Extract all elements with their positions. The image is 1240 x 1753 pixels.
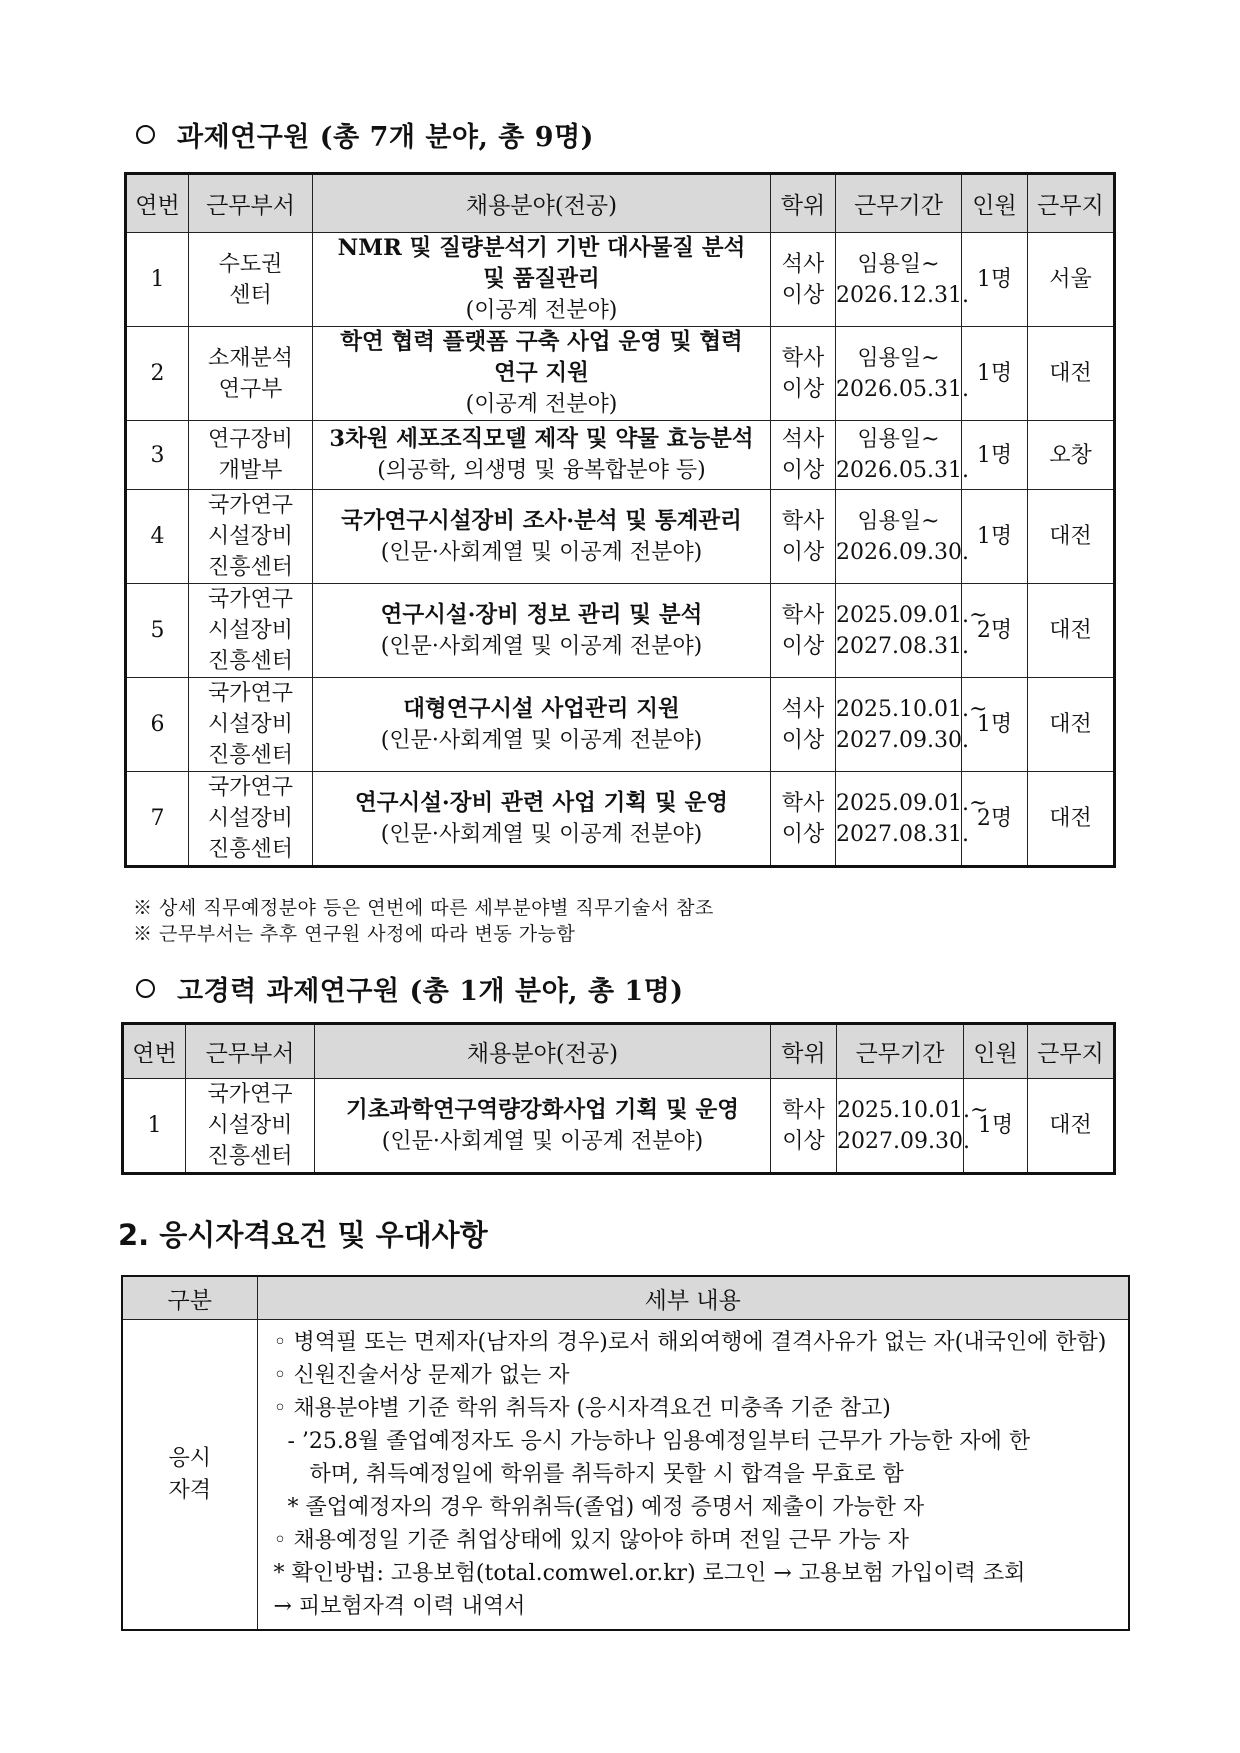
header-period: 근무기간 xyxy=(836,174,962,233)
cell-field xyxy=(313,584,771,678)
cell-degree: 학사 이상 xyxy=(771,1079,837,1174)
cell-count: 1명 xyxy=(962,678,1028,772)
table-header-row xyxy=(123,1024,1115,1079)
cell-location: 대전 xyxy=(1028,772,1115,867)
cell-count: 1명 xyxy=(962,233,1028,327)
research-staff-table xyxy=(124,172,1116,868)
cell-count: 2명 xyxy=(962,584,1028,678)
field-title: 국가연구시설장비 조사·분석 및 통계관리 xyxy=(341,507,742,534)
cell-period: 임용일~ 2026.05.31. xyxy=(836,421,962,490)
cell-location: 오창 xyxy=(1028,421,1115,490)
cell-location: 대전 xyxy=(1028,584,1115,678)
table-row xyxy=(126,678,1115,772)
cell-location: 대전 xyxy=(1028,1079,1115,1174)
cell-no: 1 xyxy=(123,1079,186,1174)
cell-field xyxy=(313,678,771,772)
cell-count: 1명 xyxy=(962,421,1028,490)
header-dept: 근무부서 xyxy=(189,174,313,233)
cell-dept: 국가연구 시설장비 진흥센터 xyxy=(189,678,313,772)
header-dept: 근무부서 xyxy=(186,1024,315,1079)
header-period: 근무기간 xyxy=(837,1024,964,1079)
cell-period: 임용일~ 2026.09.30. xyxy=(836,490,962,584)
cell-no: 7 xyxy=(126,772,189,867)
field-title: NMR 및 질량분석기 기반 대사물질 분석 및 품질관리 xyxy=(337,235,746,292)
header-count: 인원 xyxy=(964,1024,1028,1079)
requirement-line: 하며, 취득예정일에 학위를 취득하지 못할 시 합격을 무효로 함 xyxy=(309,1462,904,1487)
table-row xyxy=(126,233,1115,327)
requirement-line: * 졸업예정자의 경우 학위취득(졸업) 예정 증명서 제출이 가능한 자 xyxy=(287,1495,925,1520)
cell-field xyxy=(315,1079,771,1174)
field-subtitle: (인문·사회계열 및 이공계 전분야) xyxy=(380,633,703,659)
table-row xyxy=(126,490,1115,584)
cell-no: 4 xyxy=(126,490,189,584)
cell-count: 1명 xyxy=(962,327,1028,421)
table-header-row xyxy=(122,1276,1129,1320)
field-title: 학연 협력 플랫폼 구축 사업 운영 및 협력 연구 지원 xyxy=(340,329,743,386)
cell-location: 대전 xyxy=(1028,678,1115,772)
cell-no: 1 xyxy=(126,233,189,327)
cell-degree: 석사 이상 xyxy=(771,678,836,772)
header-details: 세부 내용 xyxy=(257,1276,1129,1320)
field-subtitle: (이공계 전분야) xyxy=(465,298,618,323)
field-subtitle: (의공학, 의생명 및 융복합분야 등) xyxy=(377,458,706,483)
cell-dept: 국가연구 시설장비 진흥센터 xyxy=(189,490,313,584)
header-field: 채용분야(전공) xyxy=(313,174,771,233)
cell-location: 서울 xyxy=(1028,233,1115,327)
requirement-line: - ’25.8월 졸업예정자도 응시 가능하나 임용예정일부터 근무가 가능한 자에 한 xyxy=(287,1429,1031,1454)
header-location: 근무지 xyxy=(1028,174,1115,233)
cell-period: 임용일~ 2026.12.31. xyxy=(836,233,962,327)
note-job-description: ※ 상세 직무예정분야 등은 연번에 따른 세부분야별 직무기술서 참조 xyxy=(133,897,714,919)
cell-no: 2 xyxy=(126,327,189,421)
field-subtitle: (인문·사회계열 및 이공계 전분야) xyxy=(381,1128,704,1154)
cell-count: 2명 xyxy=(962,772,1028,867)
requirements-table xyxy=(121,1275,1130,1631)
requirement-line: ◦ 병역필 또는 면제자(남자의 경우)로서 해외여행에 결격사유가 없는 자(내국인에 한함) xyxy=(273,1330,1107,1355)
section-heading-research-staff xyxy=(136,115,594,154)
requirement-line: ◦ 채용분야별 기준 학위 취득자 (응시자격요건 미충족 기준 참고) xyxy=(273,1396,891,1421)
cell-degree: 석사 이상 xyxy=(771,421,836,490)
cell-dept: 국가연구 시설장비 진흥센터 xyxy=(189,584,313,678)
header-field: 채용분야(전공) xyxy=(315,1024,771,1079)
section-heading-senior-staff xyxy=(136,969,684,1008)
cell-degree: 석사 이상 xyxy=(771,233,836,327)
senior-staff-table xyxy=(121,1022,1116,1175)
section-heading-requirements: 2. 응시자격요건 및 우대사항 xyxy=(118,1218,488,1252)
header-category: 구분 xyxy=(122,1276,257,1320)
requirement-line: → 피보험자격 이력 내역서 xyxy=(273,1594,526,1619)
field-title: 3차원 세포조직모델 제작 및 약물 효능분석 xyxy=(329,426,754,452)
field-title: 대형연구시설 사업관리 지원 xyxy=(403,695,680,722)
header-no: 연번 xyxy=(123,1024,186,1079)
circle-bullet-icon xyxy=(136,979,155,998)
cell-period: 2025.09.01.~ 2027.08.31. xyxy=(836,584,962,678)
field-title: 연구시설·장비 관련 사업 기획 및 운영 xyxy=(354,789,729,816)
field-subtitle: (이공계 전분야) xyxy=(465,392,618,417)
cell-field xyxy=(313,772,771,867)
requirements-category: 응시 자격 xyxy=(122,1320,257,1631)
cell-period: 2025.10.01.~ 2027.09.30. xyxy=(836,678,962,772)
cell-location: 대전 xyxy=(1028,327,1115,421)
table-row xyxy=(123,1079,1115,1174)
requirements-details xyxy=(257,1320,1129,1631)
section-title: 고경력 과제연구원 (총 1개 분야, 총 1명) xyxy=(177,976,684,1007)
cell-degree: 학사 이상 xyxy=(771,490,836,584)
table-header-row xyxy=(126,174,1115,233)
requirement-line: ◦ 신원진술서상 문제가 없는 자 xyxy=(273,1363,570,1388)
cell-count: 1명 xyxy=(962,490,1028,584)
header-degree: 학위 xyxy=(771,174,836,233)
field-title: 기초과학연구역량강화사업 기획 및 운영 xyxy=(346,1096,739,1123)
cell-field xyxy=(313,233,771,327)
cell-dept: 소재분석 연구부 xyxy=(189,327,313,421)
cell-dept: 수도권 센터 xyxy=(189,233,313,327)
cell-period: 임용일~ 2026.05.31. xyxy=(836,327,962,421)
cell-no: 5 xyxy=(126,584,189,678)
table-row xyxy=(126,421,1115,490)
requirement-line: * 확인방법: 고용보험(total.comwel.or.kr) 로그인 → 고용보험 가입이력 조회 xyxy=(273,1561,1026,1586)
cell-degree: 학사 이상 xyxy=(771,584,836,678)
cell-field xyxy=(313,490,771,584)
field-subtitle: (인문·사회계열 및 이공계 전분야) xyxy=(380,821,703,847)
circle-bullet-icon xyxy=(136,125,155,144)
table-row xyxy=(126,584,1115,678)
header-degree: 학위 xyxy=(771,1024,837,1079)
cell-no: 6 xyxy=(126,678,189,772)
cell-dept: 국가연구 시설장비 진흥센터 xyxy=(189,772,313,867)
field-subtitle: (인문·사회계열 및 이공계 전분야) xyxy=(380,727,703,753)
field-subtitle: (인문·사회계열 및 이공계 전분야) xyxy=(380,539,703,565)
cell-dept: 연구장비 개발부 xyxy=(189,421,313,490)
cell-field xyxy=(313,327,771,421)
cell-degree: 학사 이상 xyxy=(771,327,836,421)
cell-no: 3 xyxy=(126,421,189,490)
table-row xyxy=(122,1320,1129,1631)
header-location: 근무지 xyxy=(1028,1024,1115,1079)
cell-location: 대전 xyxy=(1028,490,1115,584)
note-department-change: ※ 근무부서는 추후 연구원 사정에 따라 변동 가능함 xyxy=(133,923,576,945)
header-count: 인원 xyxy=(962,174,1028,233)
table-row xyxy=(126,327,1115,421)
cell-degree: 학사 이상 xyxy=(771,772,836,867)
section-title: 과제연구원 (총 7개 분야, 총 9명) xyxy=(177,122,594,153)
cell-count: 1명 xyxy=(964,1079,1028,1174)
header-no: 연번 xyxy=(126,174,189,233)
cell-dept: 국가연구 시설장비 진흥센터 xyxy=(186,1079,315,1174)
field-title: 연구시설·장비 정보 관리 및 분석 xyxy=(380,601,703,628)
requirement-line: ◦ 채용예정일 기준 취업상태에 있지 않아야 하며 전일 근무 가능 자 xyxy=(273,1528,909,1553)
cell-period: 2025.09.01.~ 2027.08.31. xyxy=(836,772,962,867)
cell-period: 2025.10.01.~ 2027.09.30. xyxy=(837,1079,964,1174)
table-row xyxy=(126,772,1115,867)
cell-field xyxy=(313,421,771,490)
